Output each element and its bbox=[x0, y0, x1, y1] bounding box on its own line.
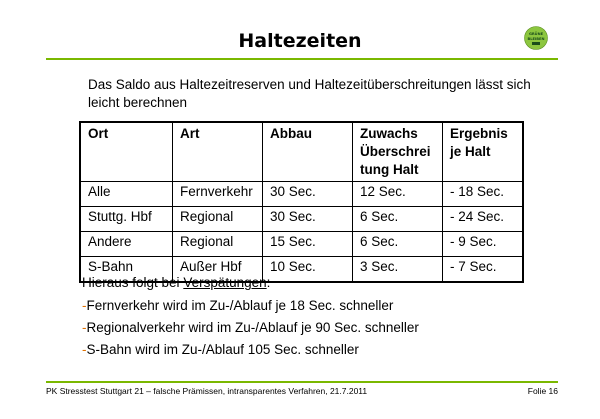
table-cell: 30 Sec. bbox=[263, 207, 353, 232]
table-cell: 6 Sec. bbox=[353, 207, 443, 232]
table-cell: 10 Sec. bbox=[263, 257, 353, 283]
conclusion-list bbox=[82, 297, 419, 363]
table-cell: 3 Sec. bbox=[353, 257, 443, 283]
intro-line-2: leicht berechnen bbox=[88, 95, 188, 110]
footer-divider bbox=[46, 381, 558, 383]
table-cell: Alle bbox=[80, 182, 173, 207]
header-abbau: Abbau bbox=[263, 122, 353, 182]
list-item: -Fernverkehr wird im Zu-/Ablauf je 18 Sec. schneller bbox=[82, 298, 394, 313]
table-cell: - 7 Sec. bbox=[443, 257, 524, 283]
table-cell: 30 Sec. bbox=[263, 182, 353, 207]
table-row bbox=[80, 232, 523, 257]
title-divider bbox=[46, 58, 558, 60]
table-cell: 12 Sec. bbox=[353, 182, 443, 207]
table-cell: Fernverkehr bbox=[173, 182, 263, 207]
intro-text bbox=[88, 76, 558, 112]
table-header-row bbox=[80, 122, 523, 182]
table-row bbox=[80, 182, 523, 207]
table-row bbox=[80, 207, 523, 232]
table-cell: - 9 Sec. bbox=[443, 232, 524, 257]
haltezeiten-table bbox=[79, 121, 524, 283]
footer-caption: PK Stresstest Stuttgart 21 – falsche Prämissen, intransparentes Verfahren, 21.7.2011 bbox=[46, 386, 368, 396]
header-ergebnis: Ergebnis je Halt bbox=[443, 122, 524, 182]
header-ort: Ort bbox=[80, 122, 173, 182]
verspaetungen-term: Verspätungen bbox=[183, 275, 267, 290]
slide-title: Haltezeiten bbox=[238, 30, 362, 52]
gruene-logo-icon bbox=[524, 26, 548, 50]
header-zuwachs: Zuwachs Überschrei tung Halt bbox=[353, 122, 443, 182]
table-cell: Regional bbox=[173, 232, 263, 257]
table-cell: S-Bahn bbox=[80, 257, 173, 283]
header-art: Art bbox=[173, 122, 263, 182]
table-cell: - 24 Sec. bbox=[443, 207, 524, 232]
table-cell: 15 Sec. bbox=[263, 232, 353, 257]
conclusion-lead: Hieraus folgt bei Verspätungen: bbox=[82, 275, 271, 290]
table-cell: Andere bbox=[80, 232, 173, 257]
list-item: -S-Bahn wird im Zu-/Ablauf 105 Sec. schneller bbox=[82, 342, 359, 357]
logo-text-top: GRÜNE bbox=[528, 32, 544, 36]
table-cell: Stuttg. Hbf bbox=[80, 207, 173, 232]
table-cell: Außer Hbf bbox=[173, 257, 263, 283]
slide-number: Folie 16 bbox=[527, 386, 558, 396]
list-item: -Regionalverkehr wird im Zu-/Ablauf je 90 Sec. schneller bbox=[82, 320, 419, 335]
table-cell: 6 Sec. bbox=[353, 232, 443, 257]
table-cell: Regional bbox=[173, 207, 263, 232]
table-cell: - 18 Sec. bbox=[443, 182, 524, 207]
intro-line-1: Das Saldo aus Haltezeitreserven und Haltezeitüberschreitungen lässt sich bbox=[88, 77, 531, 92]
logo-text-bottom: BLEIBEN bbox=[527, 37, 545, 41]
